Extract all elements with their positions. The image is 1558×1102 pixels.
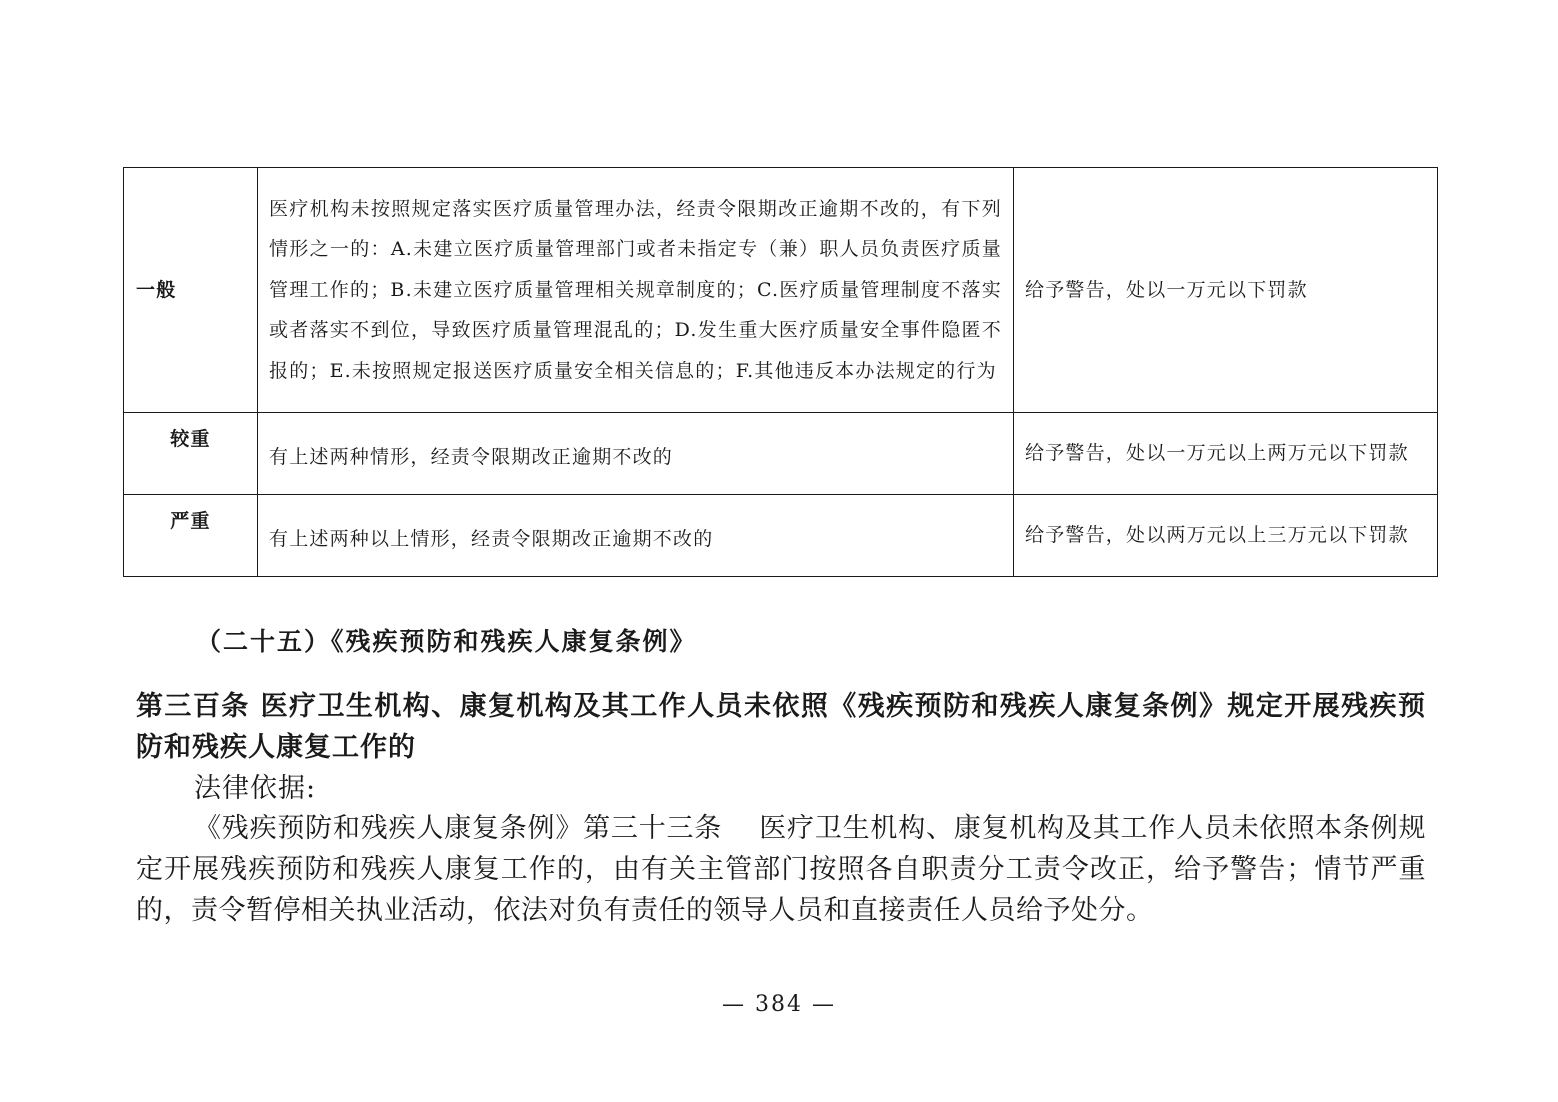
level-cell: 严重 (124, 495, 258, 577)
article-heading: 第三百条 医疗卫生机构、康复机构及其工作人员未依照《残疾预防和残疾人康复条例》规定开展残疾预防和残疾人康复工作的 (136, 691, 1426, 763)
table-row (124, 413, 1438, 495)
penalty-table (123, 167, 1438, 577)
table-row (124, 168, 1438, 413)
table-row (124, 495, 1438, 577)
section-title: （二十五）《残疾预防和残疾人康复条例》 (196, 627, 697, 656)
penalty-cell: 给予警告，处以一万元以上两万元以下罚款 (1014, 413, 1438, 495)
condition-cell: 医疗机构未按照规定落实医疗质量管理办法，经责令限期改正逾期不改的，有下列情形之一的：A.未建立医疗质量管理部门或者未指定专（兼）职人员负责医疗质量管理工作的；B.未建立医疗质量管理相关规章制度的；C.医疗质量管理制度不落实或者落实不到位，导致医疗质量管理混乱的；D.发生重大医疗质量安全事件隐匿不报的；E.未按照规定报送医疗质量安全相关信息的；F.其他违反本办法规定的行为 (258, 168, 1014, 413)
page-number: — 384 — (722, 992, 836, 1017)
condition-cell: 有上述两种情形，经责令限期改正逾期不改的 (258, 413, 1014, 495)
penalty-cell: 给予警告，处以两万元以上三万元以下罚款 (1014, 495, 1438, 577)
legal-basis-text: 《残疾预防和残疾人康复条例》第三十三条 医疗卫生机构、康复机构及其工作人员未依照本条例规定开展残疾预防和残疾人康复工作的，由有关主管部门按照各自职责分工责令改正，给予警告；情节严重的，责令暂停相关执业活动，依法对负有责任的领导人员和直接责任人员给予处分。 (136, 813, 1426, 926)
level-cell: 一般 (124, 168, 258, 413)
condition-cell: 有上述两种以上情形，经责令限期改正逾期不改的 (258, 495, 1014, 577)
penalty-cell: 给予警告，处以一万元以下罚款 (1014, 168, 1438, 413)
legal-basis-label: 法律依据: (194, 773, 317, 804)
level-cell: 较重 (124, 413, 258, 495)
